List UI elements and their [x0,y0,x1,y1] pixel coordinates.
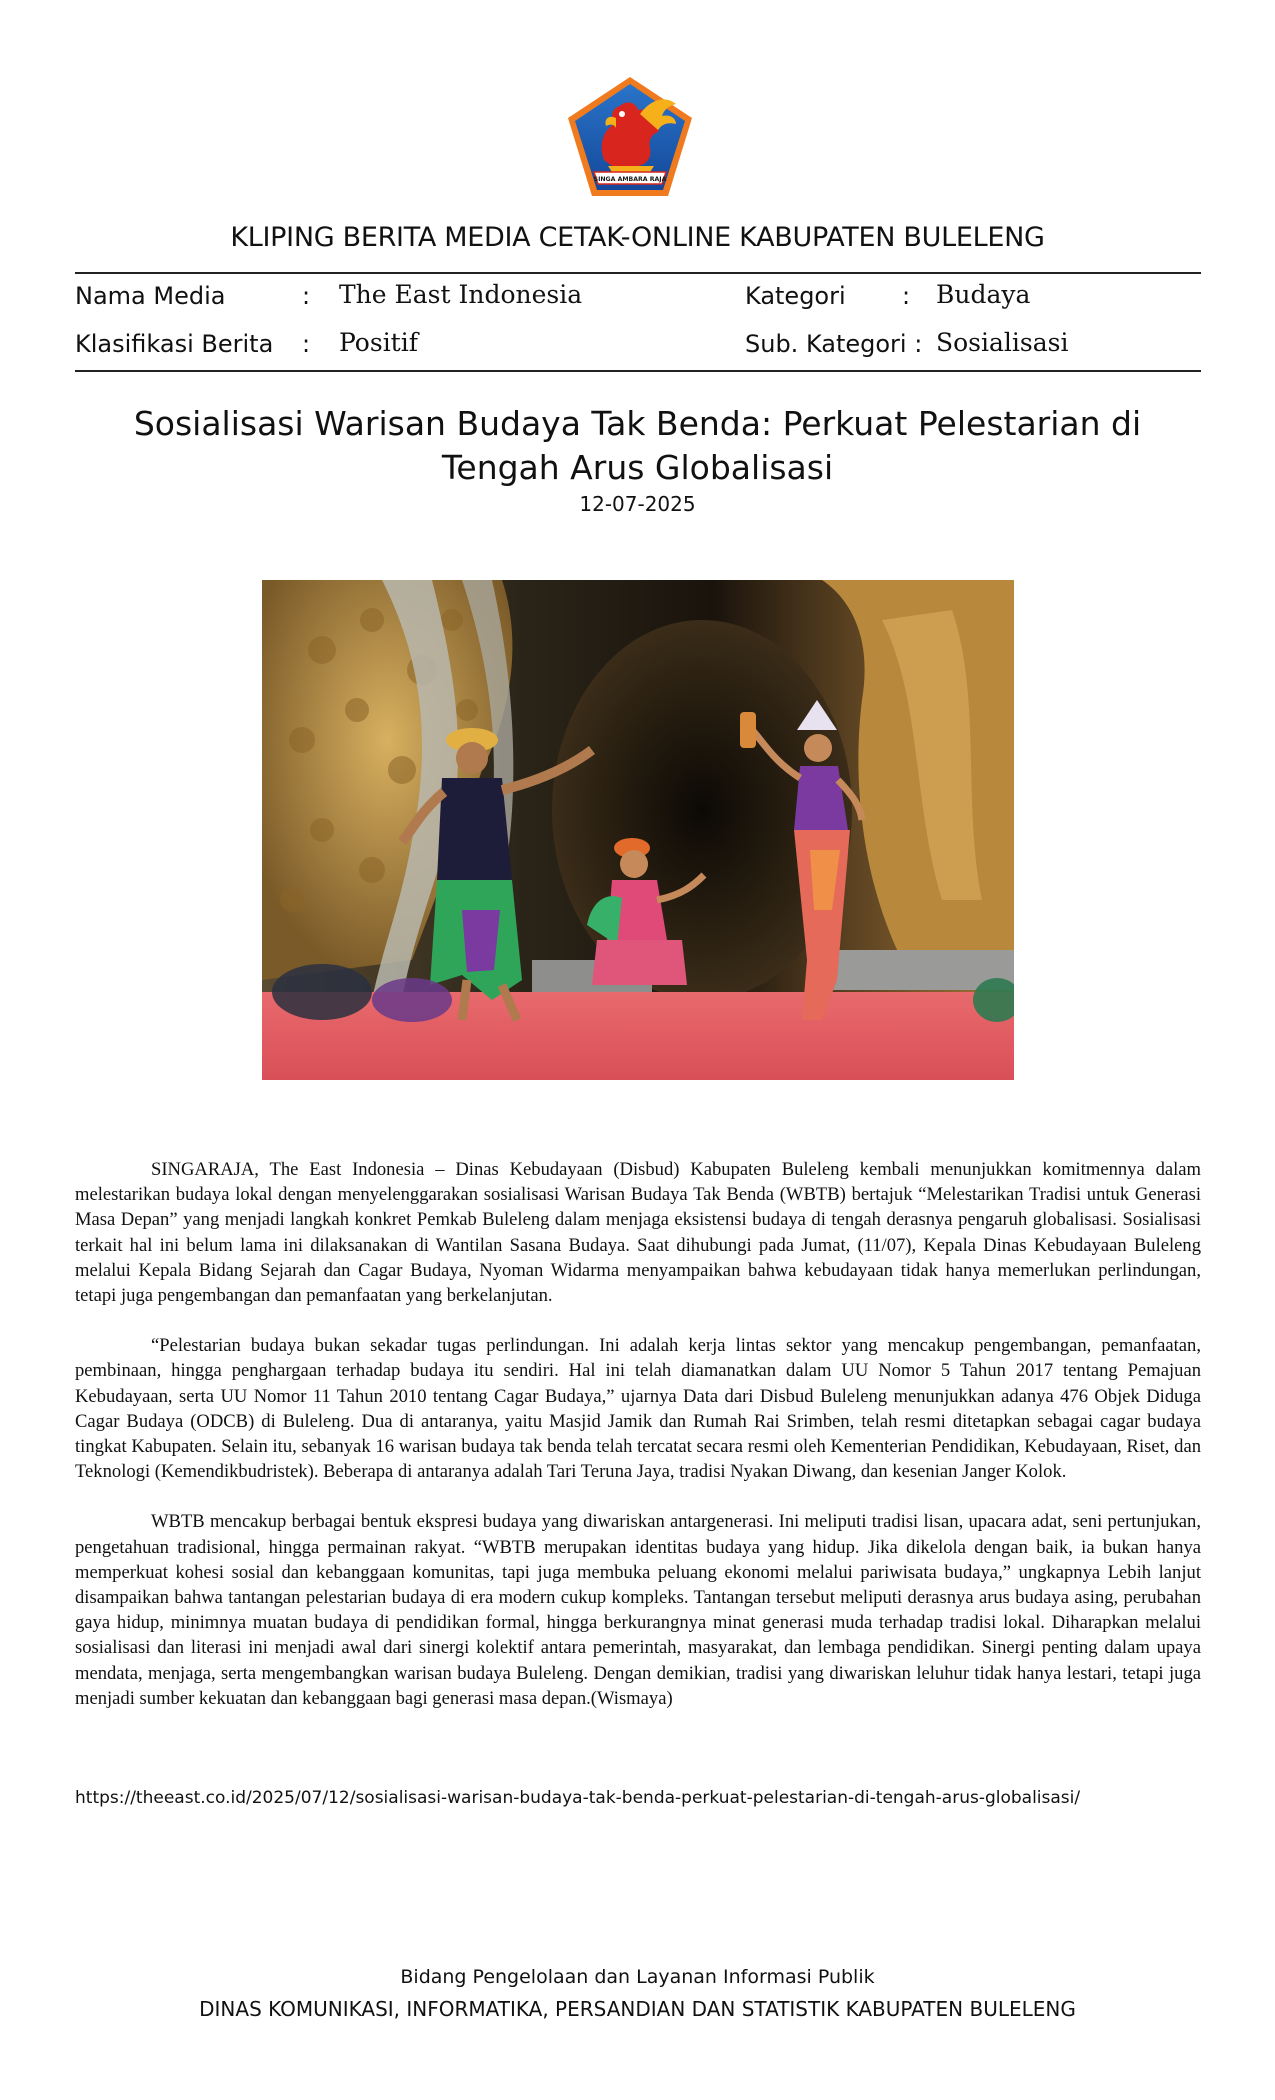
category-label: Kategori [745,282,846,310]
category-separator: : [902,282,911,310]
article-paragraph: WBTB mencakup berbagai bentuk ekspresi budaya yang diwariskan antargenerasi. Ini meliputi tradisi lisan, upacara adat, seni pertunjukan, pengetahuan tradisional, hingga permainan rakyat. “WBTB merupakan identitas budaya yang hidup. Jika dikelola dengan baik, ia bukan hanya memperkuat kohesi sosial dan kebanggaan komunitas, tapi juga membuka peluang ekonomi melalui pariwisata budaya,” ungkapnya Lebih lanjut disampaikan bahwa tantangan pelestarian budaya di era modern cukup kompleks. Tantangan tersebut meliputi derasnya arus budaya asing, perubahan gaya hidup, minimnya muatan budaya di pendidikan formal, hingga berkurangnya minat generasi muda terhadap tradisi lokal. Diharapkan melalui sosialisasi dan literasi ini menjadi awal dari sinergi kolektif antara pemerintah, masyarakat, dan lembaga pendidikan. Sinergi penting dalam upaya mendata, menjaga, serta mengembangkan warisan budaya Buleleng. Dengan demikian, tradisi yang diwariskan leluhur tidak hanya lestari, tetapi juga menjadi sumber kekuatan dan kebanggaan bagi generasi masa depan.(Wismaya) [75,1511,1201,1709]
source-link[interactable]: https://theeast.co.id/2025/07/12/sosialisasi-warisan-budaya-tak-benda-perkuat-pelestarian-di-tengah-arus-globalisasi/ [75,1788,1081,1808]
media-name-value: The East Indonesia [339,280,583,309]
singa-ambara-raja-logo-icon [564,74,696,200]
media-name-label: Nama Media [75,282,226,310]
logo-motto-text: SINGA AMBARA RAJA [593,176,667,183]
media-name-separator: : [302,282,311,310]
article-paragraph: “Pelestarian budaya bukan sekadar tugas perlindungan. Ini adalah kerja lintas sektor yang mencakup pengembangan, pemanfaatan, pembinaan, hingga penghargaan terhadap budaya itu sendiri. Hal ini telah diamanatkan dalam UU Nomor 5 Tahun 2017 tentang Pemajuan Kebudayaan, serta UU Nomor 11 Tahun 2010 tentang Cagar Budaya,” ujarnya Data dari Disbud Buleleng menunjukkan adanya 476 Objek Diduga Cagar Budaya (ODCB) di Buleleng. Dua di antaranya, yaitu Masjid Jamik dan Rumah Rai Srimben, telah resmi ditetapkan sebagai cagar budaya tingkat Kabupaten. Selain itu, sebanyak 16 warisan budaya tak benda telah tercatat secara resmi oleh Kementerian Pendidikan, Kebudayaan, Riset, dan Teknologi (Kemendikbudristek). Beberapa di antaranya adalah Tari Teruna Jaya, tradisi Nyakan Diwang, dan kesenian Janger Kolok. [75,1335,1201,1483]
article-body [75,1157,1201,1736]
header-rule-top [75,272,1201,274]
article-title: Sosialisasi Warisan Budaya Tak Benda: Perkuat Pelestarian di Tengah Arus Globalisasi [133,404,1142,487]
sub-category-value: Sosialisasi [936,328,1069,357]
article-date: 12-07-2025 [579,492,696,516]
news-classification-separator: : [302,330,311,358]
article-paragraph: SINGARAJA, The East Indonesia – Dinas Kebudayaan (Disbud) Kabupaten Buleleng kembali menunjukkan komitmennya dalam melestarikan budaya lokal dengan menyelenggarakan sosialisasi Warisan Budaya Tak Benda (WBTB) bertajuk “Melestarikan Tradisi untuk Generasi Masa Depan” yang menjadi langkah konkret Pemkab Buleleng dalam menjaga eksistensi budaya di tengah derasnya pengaruh globalisasi. Sosialisasi terkait hal ini belum lama ini dilaksanakan di Wantilan Sasana Budaya. Saat dihubungi pada Jumat, (11/07), Kepala Dinas Kebudayaan Buleleng melalui Kepala Bidang Sejarah dan Cagar Budaya, Nyoman Widarma menyampaikan bahwa kebudayaan tidak hanya memerlukan perlindungan, tetapi juga pengembangan dan pemanfaatan yang berkelanjutan. [75,1159,1201,1307]
news-classification-value: Positif [339,328,418,357]
footer-division-name: Bidang Pengelolaan dan Layanan Informasi Publik [400,1966,875,1988]
header-rule-bottom [75,370,1201,372]
balinese-dance-performance-photo [262,580,1014,1080]
clipping-header-title: KLIPING BERITA MEDIA CETAK-ONLINE KABUPATEN BULELENG [230,222,1045,253]
footer-agency-name: DINAS KOMUNIKASI, INFORMATIKA, PERSANDIAN DAN STATISTIK KABUPATEN BULELENG [199,1997,1076,2021]
category-value: Budaya [936,280,1031,309]
news-classification-label: Klasifikasi Berita [75,330,274,358]
sub-category-label: Sub. Kategori : [745,330,923,358]
